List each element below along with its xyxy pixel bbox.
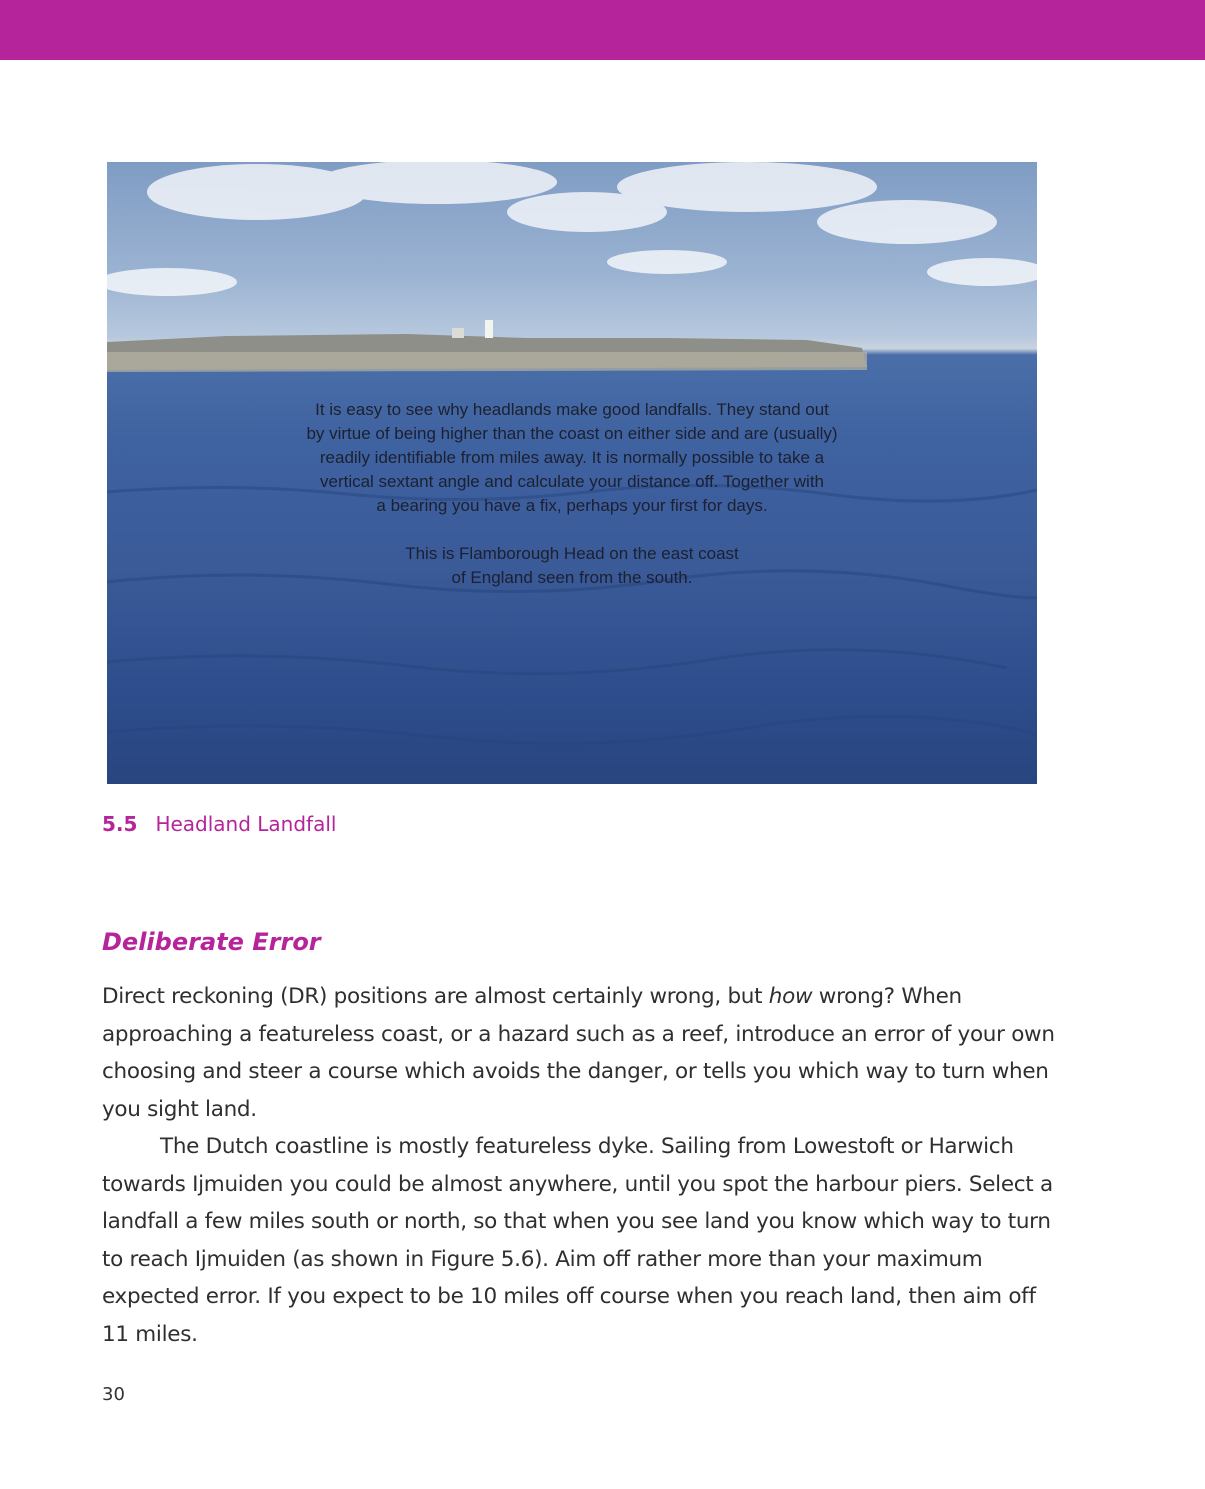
page-number: 30	[102, 1384, 125, 1405]
figure-title: Headland Landfall	[155, 812, 337, 836]
caption-paragraph: It is easy to see why headlands make good landfalls. They stand out by virtue of being higher than the coast on either side and are (usually) readily identifiable from miles away. It is normally possible to take a vertical sextant angle and calculate your distance off. Together with a bearing you have a fix, perhaps your first for days.	[306, 400, 838, 515]
paragraph: The Dutch coastline is mostly featureless dyke. Sailing from Lowestoft or Harwich towards Ijmuiden you could be almost anywhere, until you spot the harbour piers. Select a landfall a few miles south or north, so that when you see land you know which way to turn to reach Ijmuiden (as shown in Figure 5.6). Aim off rather more than your maximum expected error. If you expect to be 10 miles off course when you reach land, then aim off 11 miles.	[102, 1134, 1053, 1347]
caption-paragraph: This is Flamborough Head on the east coast of England seen from the south.	[405, 544, 739, 587]
photo-caption	[107, 398, 1037, 614]
paragraph-text: Direct reckoning (DR) positions are almost certainly wrong, but	[102, 984, 769, 1009]
paragraph-text: wrong? When approaching a featureless coast, or a hazard such as a reef, introduce an error of your own choosing and steer a course which avoids the danger, or tells you which way to turn when you sight land.	[102, 984, 1055, 1122]
emphasis: how	[768, 984, 813, 1009]
header-band	[0, 0, 1205, 60]
paragraph	[102, 978, 1062, 1128]
figure-number: 5.5	[102, 812, 138, 836]
section-heading: Deliberate Error	[102, 928, 321, 956]
headland-photo	[107, 162, 1037, 784]
figure-label	[102, 812, 336, 836]
body-text	[102, 978, 1062, 1353]
